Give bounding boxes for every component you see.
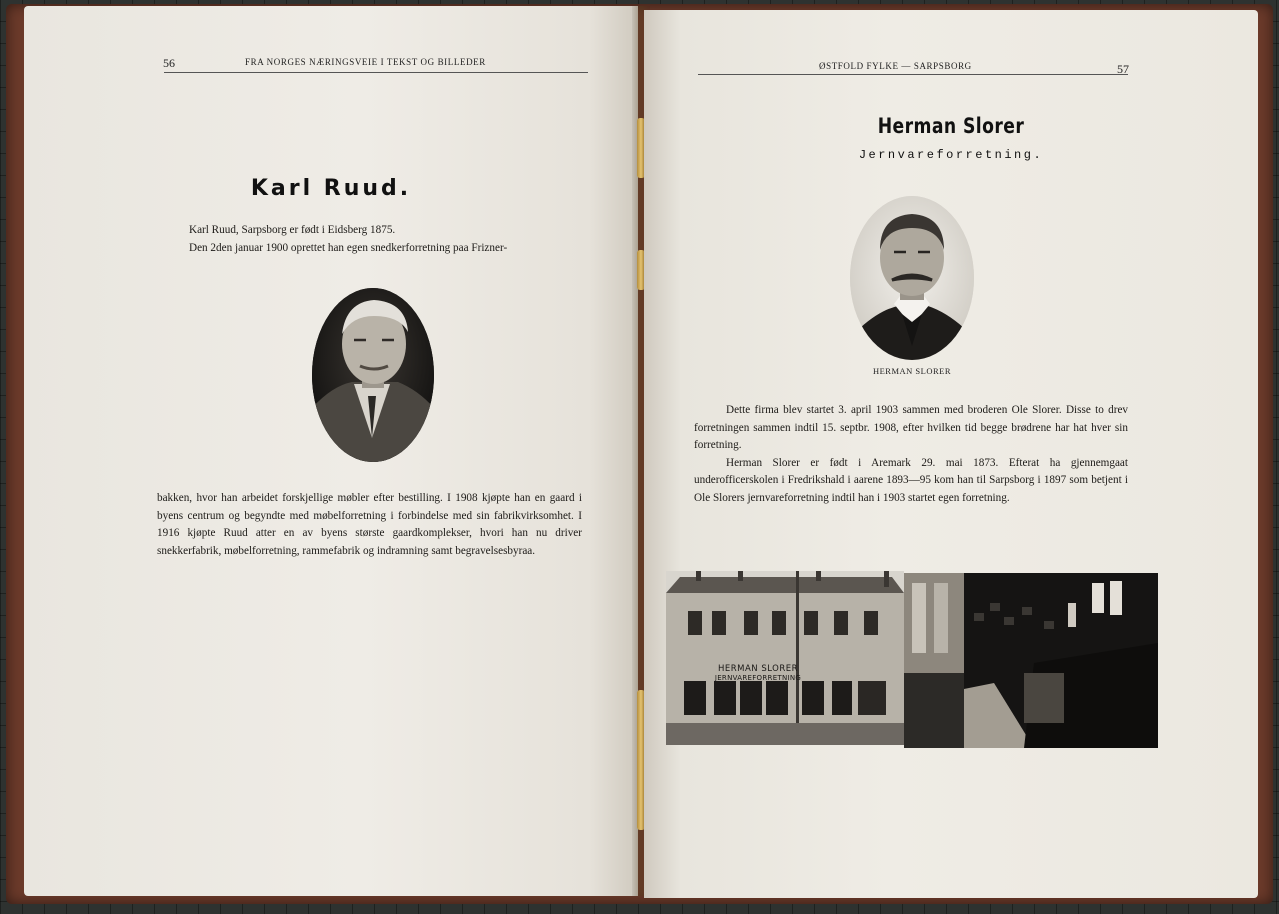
storefront-sign-line-2: JERNVAREFORRETNING — [714, 674, 802, 682]
herman-slorer-subtitle: Jernvareforretning. — [858, 148, 1044, 162]
right-running-head: ØSTFOLD FYLKE — SARPSBORG — [819, 61, 972, 71]
herman-paragraph-2: Herman Slorer er født i Aremark 29. mai 1873. Efterat ha gjennemgaat underofficerskolen i Fredrikshald i aarene 1893—95 kom han til Sarpsborg i 1897 som betjent i Ole Slorers jernvareforretning indtil han i 1903 startet egen forretning. — [694, 456, 1128, 504]
intro-line-1: Karl Ruud, Sarpsborg er født i Eidsberg 1875. — [189, 224, 396, 236]
right-page-number: 57 — [1117, 62, 1129, 76]
karl-ruud-body: bakken, hvor han arbeidet forskjellige møbler efter bestilling. I 1908 kjøpte han en gaard i byens centrum og begyndte med møbelforretning i forbindelse med sin fabrikvirksomhet. I 1916 kjøpte Ruud atter en av byens største gaardkomplekser, hvori han nu driver snekkerfabrik, møbelforretning, rammefabrik og indramning samt begravelsesbyraa. — [157, 492, 582, 557]
herman-slorer-portrait — [850, 196, 974, 360]
left-header-rule — [164, 72, 588, 73]
right-header-rule — [698, 74, 1128, 75]
storefront-photo — [666, 571, 904, 745]
intro-line-2: Den 2den januar 1900 oprettet han egen snedkerforretning paa Frizner- — [189, 241, 508, 254]
left-running-head: FRA NORGES NÆRINGSVEIE I TEKST OG BILLEDER — [245, 57, 486, 67]
left-page — [24, 6, 638, 896]
karl-ruud-portrait — [312, 288, 434, 462]
storefront-sign-line-1: HERMAN SLORER — [717, 664, 799, 674]
herman-slorer-title: Herman Slorer — [877, 114, 1025, 138]
right-page — [644, 10, 1258, 898]
herman-slorer-caption: HERMAN SLORER — [872, 366, 952, 376]
karl-ruud-title: Karl Ruud. — [250, 176, 412, 201]
shop-interior-photo — [904, 573, 1158, 748]
herman-paragraph-1: Dette firma blev startet 3. april 1903 sammen med broderen Ole Slorer. Disse to drev forretningen sammen indtil 15. septbr. 1908, efter hvilken tid begge brødrene har hat hver sin forretning. — [694, 404, 1128, 451]
left-page-number: 56 — [163, 56, 175, 70]
karl-ruud-intro — [157, 222, 587, 257]
herman-slorer-text — [694, 402, 1128, 507]
